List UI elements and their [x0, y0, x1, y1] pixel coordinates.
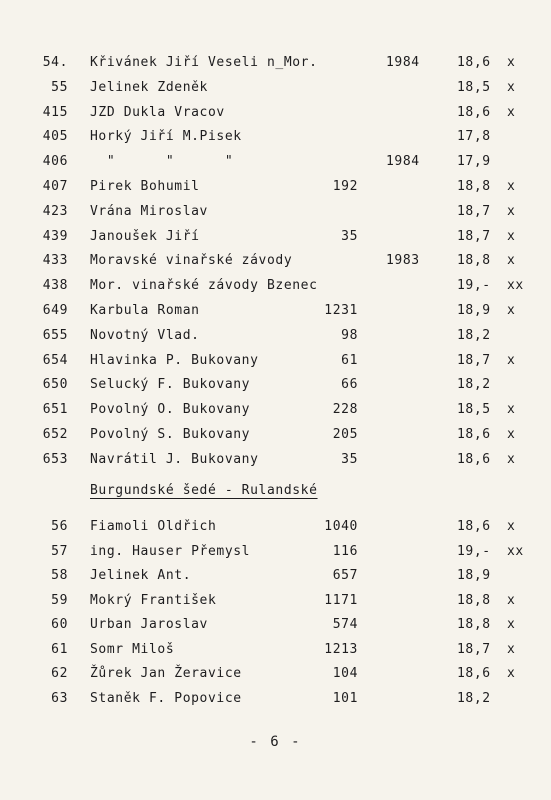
entry-num: 58 — [51, 568, 68, 583]
entry-mark: x — [507, 104, 516, 120]
entry-num: 406 — [42, 154, 68, 170]
entry-num: 407 — [42, 179, 68, 194]
entry-name: Horký Jiří M.Pisek — [90, 129, 242, 145]
entry-score: 18,7 — [457, 352, 491, 368]
entry-score: 19,- — [457, 543, 491, 559]
entry-num: 61 — [51, 641, 68, 657]
list-item — [0, 275, 551, 297]
entry-score: 18,6 — [457, 104, 491, 120]
list-item — [0, 52, 551, 74]
list-item — [0, 201, 551, 223]
entry-mark: x — [507, 203, 516, 219]
list-item — [0, 565, 551, 587]
entry-score: 18,5 — [457, 402, 491, 418]
entry-name: Moravské vinařské závody — [90, 253, 293, 269]
entry-val: 205 — [332, 427, 358, 442]
entry-num: 438 — [42, 278, 68, 294]
entry-name: Navrátil J. Bukovany — [90, 451, 259, 467]
entry-name: Povolný O. Bukovany — [90, 402, 251, 418]
entry-score: 18,8 — [457, 179, 491, 194]
entry-num: 54. — [42, 55, 68, 70]
entry-name: JZD Dukla Vracov — [90, 104, 225, 120]
entry-val: 35 — [341, 451, 358, 467]
list-item — [0, 325, 551, 347]
entry-score: 18,2 — [457, 377, 491, 393]
list-item — [0, 226, 551, 248]
entry-score: 18,7 — [457, 203, 491, 219]
entry-score: 18,8 — [457, 253, 491, 269]
entry-val: 192 — [332, 179, 358, 194]
entry-num: 650 — [42, 377, 68, 393]
list-item — [0, 688, 551, 710]
list-item — [0, 350, 551, 372]
entry-name: ing. Hauser Přemysl — [90, 543, 251, 559]
page-number: - 6 - — [249, 734, 302, 750]
entry-name: Jelinek Ant. — [90, 568, 192, 583]
entry-score: 18,6 — [457, 519, 491, 534]
list-item — [0, 250, 551, 272]
entry-mark: x — [507, 228, 516, 244]
entry-name: Somr Miloš — [90, 641, 175, 657]
entry-score: 18,7 — [457, 641, 491, 657]
entry-name: Vrána Miroslav — [90, 203, 208, 219]
entry-score: 18,9 — [457, 568, 491, 583]
list-item — [0, 300, 551, 322]
entry-mark: x — [507, 79, 516, 95]
entry-score: 18,9 — [457, 303, 491, 318]
entry-score: 18,8 — [457, 617, 491, 632]
list-item — [0, 176, 551, 198]
entry-score: 18,6 — [457, 666, 491, 681]
entry-val: 35 — [341, 228, 358, 244]
entry-mark: x — [507, 55, 516, 70]
entry-name: Karbula Roman — [90, 303, 200, 318]
entry-val: 61 — [341, 352, 358, 368]
entry-name: Mor. vinařské závody Bzenec — [90, 278, 318, 294]
entry-year: 1984 — [386, 154, 420, 170]
entry-val: 104 — [332, 666, 358, 681]
entry-score: 17,8 — [457, 129, 491, 145]
entry-mark: x — [507, 592, 516, 608]
entry-year: 1983 — [386, 253, 420, 269]
entry-val: 1171 — [324, 592, 358, 608]
list-item — [0, 77, 551, 99]
list-item — [0, 639, 551, 661]
list-item — [0, 399, 551, 421]
entry-val: 116 — [332, 543, 358, 559]
entry-mark: x — [507, 519, 516, 534]
entry-val: 66 — [341, 377, 358, 393]
entry-mark: xx — [507, 543, 524, 559]
entry-num: 433 — [42, 253, 68, 269]
entry-score: 17,9 — [457, 154, 491, 170]
entry-num: 62 — [51, 666, 68, 681]
entry-score: 18,8 — [457, 592, 491, 608]
entry-mark: x — [507, 402, 516, 418]
entry-val: 574 — [332, 617, 358, 632]
entry-mark: x — [507, 666, 516, 681]
list-item — [0, 449, 551, 471]
entry-val: 1231 — [324, 303, 358, 318]
entry-num: 654 — [42, 352, 68, 368]
entry-score: 19,- — [457, 278, 491, 294]
list-item — [0, 663, 551, 685]
entry-score: 18,6 — [457, 427, 491, 442]
entry-val: 101 — [332, 690, 358, 706]
entry-score: 18,2 — [457, 327, 491, 343]
entry-name: Selucký F. Bukovany — [90, 377, 251, 393]
entry-name: Žůrek Jan Žeravice — [90, 666, 242, 681]
entry-val: 228 — [332, 402, 358, 418]
entry-score: 18,7 — [457, 228, 491, 244]
entry-name: Jelinek Zdeněk — [90, 79, 208, 95]
entry-num: 423 — [42, 203, 68, 219]
entry-name: Mokrý František — [90, 592, 217, 608]
entry-name: " " " — [90, 154, 234, 170]
entry-name: Křivánek Jiří Veseli n_Mor. — [90, 55, 318, 70]
entry-score: 18,5 — [457, 79, 491, 95]
list-item — [0, 541, 551, 563]
list-item — [0, 614, 551, 636]
entry-mark: x — [507, 253, 516, 269]
entry-name: Novotný Vlad. — [90, 327, 200, 343]
entry-name: Povolný S. Bukovany — [90, 427, 251, 442]
list-item — [0, 102, 551, 124]
list-item — [0, 424, 551, 446]
entry-name: Fiamoli Oldřich — [90, 519, 217, 534]
entry-num: 415 — [42, 104, 68, 120]
entry-val: 1213 — [324, 641, 358, 657]
entry-name: Urban Jaroslav — [90, 617, 208, 632]
section-title: Burgundské šedé - Rulandské — [90, 483, 318, 498]
entry-mark: x — [507, 303, 516, 318]
entry-score: 18,2 — [457, 690, 491, 706]
entry-mark: x — [507, 352, 516, 368]
list-item — [0, 126, 551, 148]
entry-val: 1040 — [324, 519, 358, 534]
entry-num: 63 — [51, 690, 68, 706]
list-item — [0, 374, 551, 396]
entry-score: 18,6 — [457, 55, 491, 70]
entry-mark: x — [507, 451, 516, 467]
list-item — [0, 590, 551, 612]
entry-name: Pirek Bohumil — [90, 179, 200, 194]
entry-num: 405 — [42, 129, 68, 145]
entry-num: 59 — [51, 592, 68, 608]
entry-mark: x — [507, 427, 516, 442]
entry-num: 55 — [51, 79, 68, 95]
entry-num: 655 — [42, 327, 68, 343]
entry-year: 1984 — [386, 55, 420, 70]
entry-val: 657 — [332, 568, 358, 583]
list-item — [0, 151, 551, 173]
list-item — [0, 516, 551, 538]
entry-num: 651 — [42, 402, 68, 418]
entry-name: Staněk F. Popovice — [90, 690, 242, 706]
entry-name: Hlavinka P. Bukovany — [90, 352, 259, 368]
entry-num: 56 — [51, 519, 68, 534]
entry-val: 98 — [341, 327, 358, 343]
entry-num: 60 — [51, 617, 68, 632]
entry-mark: xx — [507, 278, 524, 294]
entry-num: 652 — [42, 427, 68, 442]
entry-num: 439 — [42, 228, 68, 244]
entry-num: 653 — [42, 451, 68, 467]
entry-name: Janoušek Jiří — [90, 228, 200, 244]
entry-mark: x — [507, 617, 516, 632]
entry-num: 57 — [51, 543, 68, 559]
entry-mark: x — [507, 641, 516, 657]
entry-num: 649 — [42, 303, 68, 318]
entry-score: 18,6 — [457, 451, 491, 467]
entry-mark: x — [507, 179, 516, 194]
